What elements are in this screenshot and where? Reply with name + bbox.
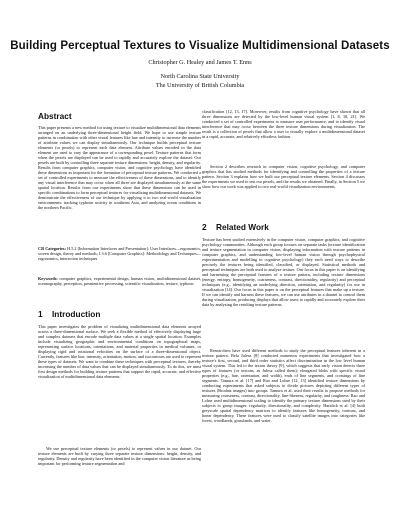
paper-affiliations: [0, 72, 400, 90]
introduction-title: Introduction: [52, 309, 101, 319]
introduction-number: 1: [38, 309, 43, 319]
related-work-paragraph-1: Texture has been studied extensively in the computer vision, computer graphics, and cognitive psychology communities. Although each group focuses on separate tasks (texture identification and texture segmentation in computer vision, displaying information with texture patterns in computer graphics, and understanding low-level human vision through psychophysical experimentation and modelling in cognitive psychology) they each need ways to describe precisely the textures being identified, classified, or displayed. Statistical methods and perceptual techniques are both used to analyze texture. Our focus in this paper is on identifying and harnessing the perceptual features of a texture pattern, including texture dimensions (energy, entropy, homogeneity, coarseness, contrast, directionality, regularity) and perceptual techniques (e.g., identifying an underlying direction, orientation, and regularity) for use in visualization [14]. Our focus in this paper is on the perceptual features that make up a texture. If we can identify and harness these features, we can use attributes in a dataset to control them during visualization, producing displays that allow users to rapidly and accurately explore their data by analyzing the resulting texture patterns.: [202, 237, 365, 307]
paper-authors: Christopher G. Healey and James T. Enns: [148, 59, 252, 66]
introduction-paragraph-2-continued: classification [12, 13, 17]. Moreover, results from cognitive psychology have shown that all three dimensions are detected by the low-level human visual system [1, 8, 18, 21]. We conducted a set of controlled experiments to measure user performance, and to identify visual interference that may occur between the three texture dimensions during visualization. The result is a collection of pexels that allow a user to visually explore a multidimensional dataset in a rapid, accurate, and relatively effortless fashion.: [202, 109, 365, 139]
introduction-heading: [38, 309, 100, 319]
related-work-number: 2: [202, 222, 207, 232]
cr-categories: [38, 246, 201, 272]
cr-categories-text: H.5.2 [Information Interfaces and Presentation]: User Interfaces—ergonomics, screen design, theory and methods; I.3.6 [Computer Graphics]: Methodology and Techniques—ergonomics, interaction techniques: [38, 246, 201, 261]
introduction-paragraph-2: We use perceptual texture elements (or pexels) to represent values in our dataset. Our texture elements are built by varying three separate texture dimensions: height, density, and regularity. Density and regularity have been identified in the computer vision literature as being important for performing texture segmentation and: [38, 446, 201, 466]
related-work-paragraph-2: Researchers have used different methods to study the perceptual features inherent in a texture pattern. Bela Julesz [8] conducted numerous experiments that investigated how a texture's first, second, and third order statistics affect discrimination in the low level human visual system. This led to the texton theory [9], which suggests that early vision detects three types of features (or textons, as Julesz called them): elongated blobs with specific visual properties (e.g., hue, orientation, and width), ends of line segments, and crossings of line segments. Tamura et al. [17] and Rao and Lohse [12, 13] identified texture dimensions by conducting experiments that asked subjects to divide pictures depicting different types of textures (Brodatz images) into groups. Tamura et al. used their results to propose methods for measuring coarseness, contrast, directionality, line-likeness, regularity, and roughness. Rao and Lohse used multidimensional scaling to identify the primary texture dimensions used by their subjects to group images: regularity, directionality, and complexity. Haralick et al. [4] built greyscale spatial dependency matrices to identify features like homogeneity, contrast, and linear dependency. These features were used to classify satellite images into categories like forest, woodlands, grasslands, and water.: [202, 348, 365, 423]
related-work-title: Related Work: [216, 222, 269, 232]
introduction-paragraph-3: Section 2 describes research in computer vision, cognitive psychology, and computer graphics that has studied methods for identifying and controlling the properties of a texture pattern. Section 3 explains how we built our perceptual texture elements. Section 4 discusses the experiments we used to test our pexels, and the results we obtained. Finally, in Section 5 we show how our work was applied to two real-world visualization environments.: [202, 164, 365, 189]
cr-categories-label: CR Categories:: [38, 246, 66, 251]
affiliation-line-2: The University of British Columbia: [155, 82, 245, 89]
abstract-heading: Abstract: [38, 111, 72, 121]
abstract-body: This paper presents a new method for using texture to visualize multidimensional data elements arranged on an underlying three-dimensional height field. We hope to use simple texture patterns in combination with other visual features like hue and intensity to increase the number of attribute values we can display simultaneously. Our technique builds perceptual texture elements (or pexels) to represent each data element. Attribute values encoded in the data element are used to vary the appearance of a corresponding pexel. Texture patterns that form when the pexels are displayed can be used to rapidly and accurately explore the dataset. Our pexels are built by controlling three separate texture dimensions: height, density, and regularity. Results from computer graphics, computer vision, and cognitive psychology have identified these dimensions as important for the formation of perceptual texture patterns. We conducted a set of controlled experiments to measure the effectiveness of these dimensions, and to identify any visual interference that may occur when all three are displayed simultaneously at the same spatial location. Results from our experiments show that these dimensions can be used in specific combinations to form perceptual textures for visualizing multidimensional datasets. We demonstrate the effectiveness of our technique by applying it to two real-world visualization environments: tracking typhoon activity in southeast Asia, and analyzing ocean conditions in the northern Pacific.: [38, 125, 201, 210]
affiliation-line-1: North Carolina State University: [160, 73, 240, 80]
paper-title: Building Perceptual Textures to Visualize Multidimensional Datasets: [10, 40, 390, 52]
keywords-text: computer graphics, experimental design, human vision, multidimensional dataset, oceanography, perception, preattentive processing, scientific visualization, texture, typhoon: [38, 276, 201, 286]
keywords: [38, 276, 201, 297]
introduction-paragraph-1: This paper investigates the problem of visualizing multidimensional data elements arrayed across a three-dimensional surface. We seek a flexible method of effectively displaying large and complex datasets that encode multiple data values at a single spatial location. Examples include visualizing geographic and environmental conditions on topographical maps, representing surface locations, orientations, and material properties in medical volumes, or displaying rigid and rotational velocities on the surface of a three-dimensional object. Currently, features like hue, intensity, orientation, motion, and isocontours are used to represent these types of datasets. We want to combine these techniques with perceptual textures, thereby increasing the number of data values that can be displayed simultaneously. To do this, we must first design methods for building texture patterns that support the rapid, accurate, and effective visualization of multidimensional data elements.: [38, 324, 201, 379]
related-work-heading: [202, 222, 269, 232]
keywords-label: Keywords:: [38, 276, 58, 281]
